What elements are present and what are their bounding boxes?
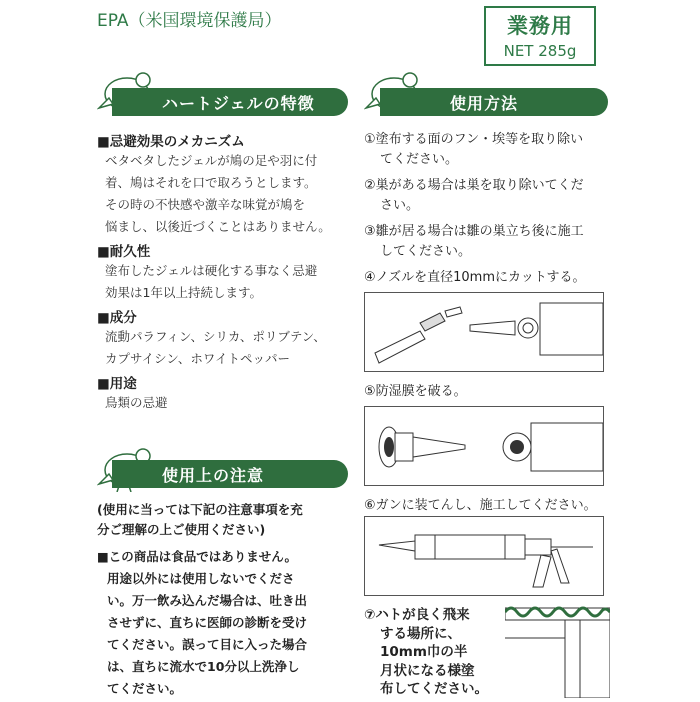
step-4 — [364, 268, 614, 288]
step-6 — [364, 496, 614, 516]
step-line: ④ノズルを直径10mmにカットする。 — [364, 270, 586, 285]
nozzle-and-tube-drawing — [365, 407, 603, 485]
ledge-application-illustration — [505, 598, 610, 698]
break-seal-illustration — [364, 406, 604, 486]
text-line: 流動パラフィン、シリカ、ポリブテン、 — [105, 329, 326, 344]
caution-line: ■この商品は食品ではありません。 — [97, 549, 298, 564]
text-line: カプサイシン、ホワイトペッパー — [105, 351, 290, 366]
step-line: 布してください。 — [380, 681, 488, 697]
usage-heading: ■用途 — [97, 376, 137, 392]
badge-net-weight: NET 285g — [503, 42, 577, 60]
step-1 — [364, 130, 614, 170]
step-line: ⑤防湿膜を破る。 — [364, 384, 467, 399]
caution-section — [97, 500, 352, 700]
step-5 — [364, 382, 614, 402]
step-line: してください。 — [380, 244, 472, 259]
caution-line: 用途以外には使用しないでくださ — [107, 571, 295, 586]
caution-banner — [112, 460, 348, 488]
step-line: 10mm巾の半 — [380, 644, 468, 660]
caution-intro-line: 分ご理解の上ご使用ください) — [97, 522, 266, 537]
features-section — [97, 130, 347, 414]
step-line: する場所に、 — [380, 625, 461, 642]
step-line: さい。 — [380, 198, 420, 213]
step-line: ②巣がある場合は巣を取り除いてくだ — [364, 178, 584, 193]
caution-line: は、直ちに流水で10分以上洗浄し — [107, 659, 300, 674]
step-line: ⑦ハトが良く飛来 — [364, 607, 470, 623]
durability-heading: ■耐久性 — [97, 244, 151, 260]
text-line: 塗布したジェルは硬化する事なく忌避 — [105, 263, 318, 278]
cutter-and-nozzle-drawing — [365, 293, 603, 371]
caulk-gun-drawing — [365, 517, 603, 595]
badge-title: 業務用 — [507, 14, 573, 38]
cut-nozzle-illustration — [364, 292, 604, 372]
text-line: ベタベタしたジェルが鳩の足や羽に付 — [105, 153, 318, 168]
text-line: 悩まし、以後近づくことはありません。 — [105, 219, 331, 234]
features-title: ハートジェルの特徴 — [162, 93, 315, 113]
epa-note: EPA（米国環境保護局） — [97, 11, 282, 31]
caution-line: い。万一飲み込んだ場合は、吐き出 — [107, 593, 308, 608]
usage-banner — [380, 88, 608, 116]
usage-title: 使用方法 — [450, 93, 519, 113]
text-line: 着、鳩はそれを口で取ろうとします。 — [105, 175, 317, 190]
step-line: ①塗布する面のフン・埃等を取り除い — [364, 132, 584, 147]
text-line: 鳥類の忌避 — [105, 395, 168, 410]
caution-line: てください。 — [107, 681, 183, 696]
step-line: 月状になる様塗 — [380, 662, 475, 679]
text-line: その時の不快感や激辛な味覚が鳩を — [105, 197, 306, 212]
caution-title: 使用上の注意 — [162, 465, 265, 485]
caulk-gun-illustration — [364, 516, 604, 596]
step-7 — [364, 606, 514, 699]
text-line: 効果は1年以上持続します。 — [105, 285, 262, 300]
step-line: ③雛が居る場合は雛の巣立ち後に施工 — [364, 224, 584, 239]
ledge-with-gel-drawing — [505, 598, 610, 698]
step-line: ⑥ガンに装てんし、施工してください。 — [364, 498, 597, 513]
step-2 — [364, 176, 614, 216]
commercial-use-badge — [484, 6, 596, 66]
caution-line: させずに、直ちに医師の診断を受け — [107, 615, 308, 630]
caution-intro-line: (使用に当っては下記の注意事項を充 — [97, 502, 303, 517]
caution-line: てください。誤って目に入った場合 — [107, 637, 308, 652]
features-banner — [112, 88, 348, 116]
ingredients-heading: ■成分 — [97, 310, 137, 326]
step-line: てください。 — [380, 152, 459, 167]
mechanism-heading: ■忌避効果のメカニズム — [97, 134, 245, 150]
step-3 — [364, 222, 614, 262]
